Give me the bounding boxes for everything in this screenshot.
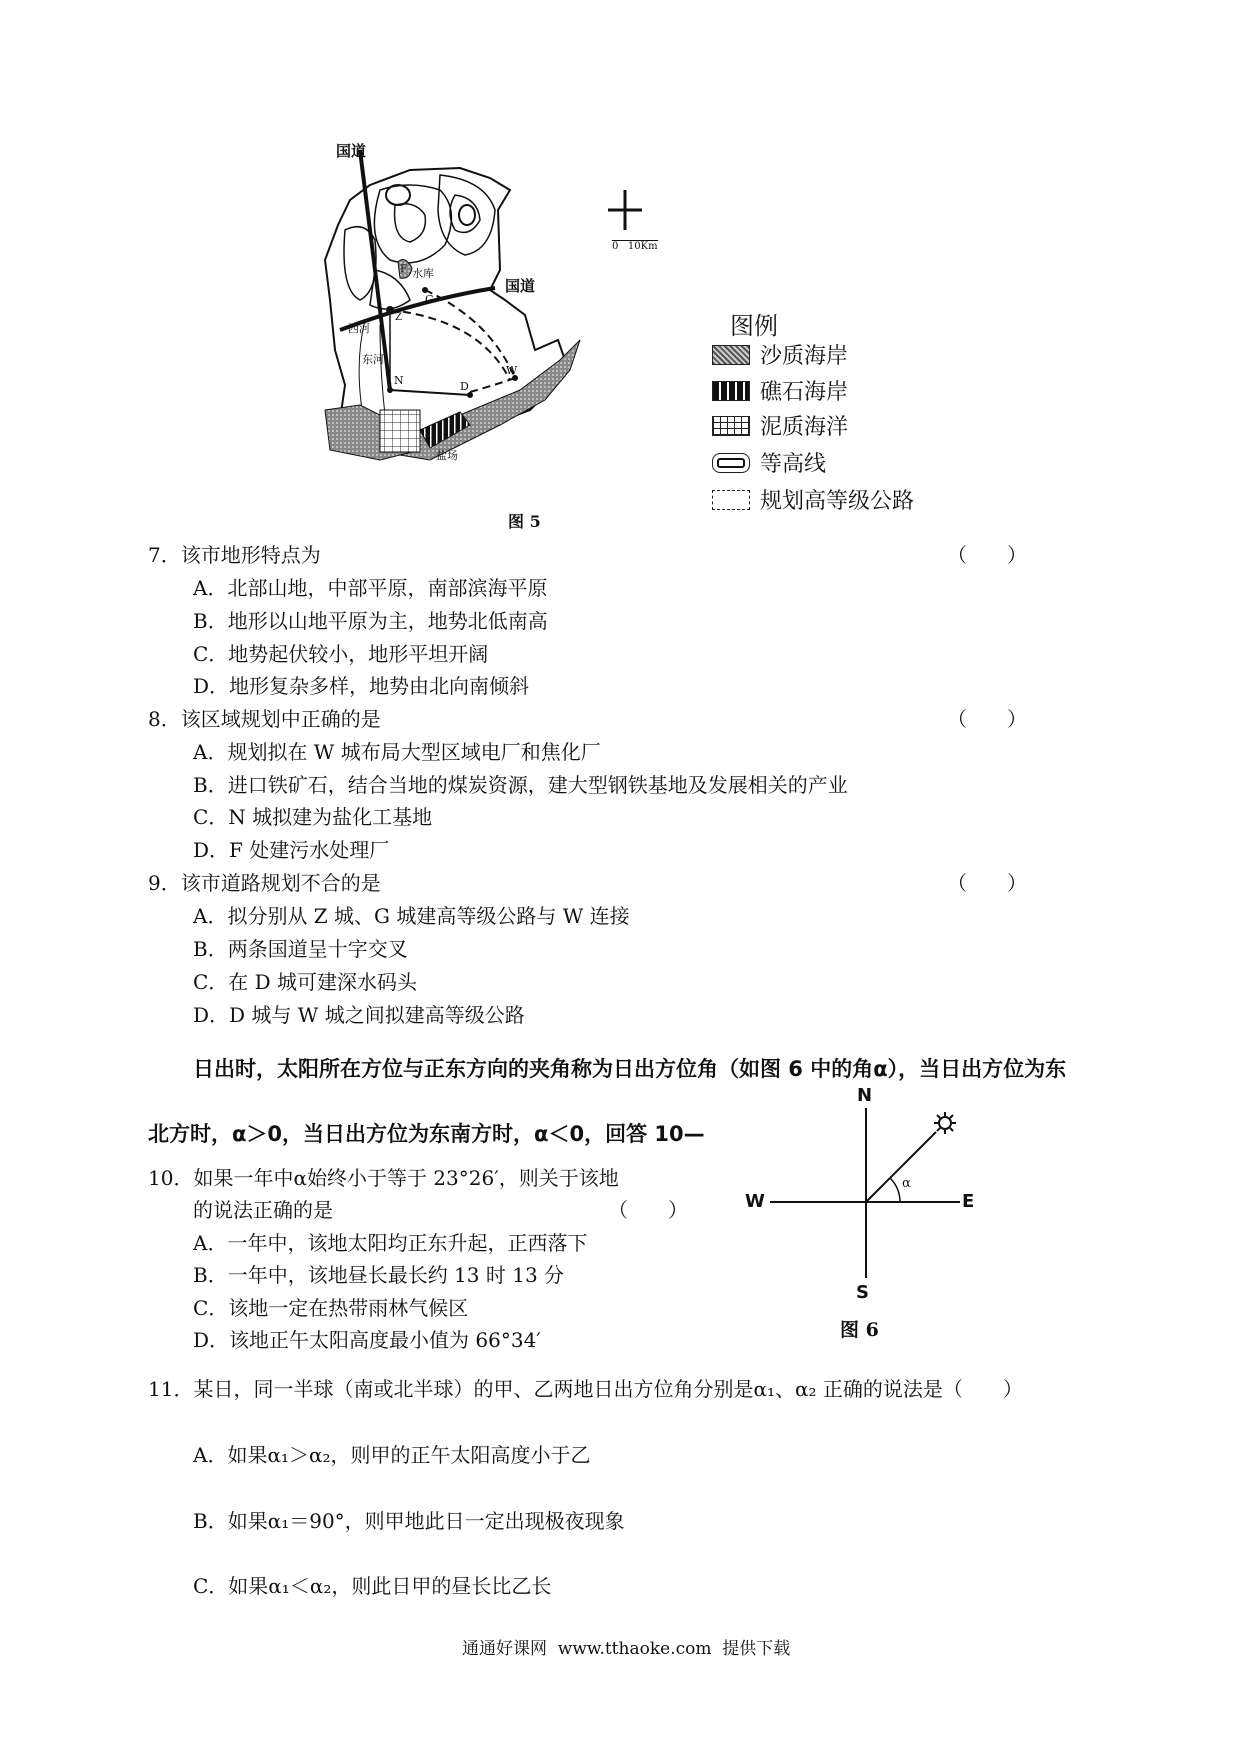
intro-paragraph-line-2: 北方时，α＞0，当日出方位为东南方时，α＜0，回答 10— <box>148 1122 705 1146</box>
direction-N-label: N <box>857 1085 873 1106</box>
alpha-angle-label: α <box>902 1176 911 1191</box>
question-number: 7． <box>148 543 181 567</box>
question-text: 该市地形特点为 <box>180 543 321 567</box>
legend-item-sandy-coast <box>712 339 848 370</box>
question-11-option-b: B．如果α₁＝90°，则甲地此日一定出现极夜现象 <box>193 1509 625 1533</box>
legend-title: 图例 <box>730 312 778 340</box>
question-10-option-a: A．一年中，该地太阳均正东升起，正西落下 <box>193 1231 588 1255</box>
label-G: G <box>425 293 434 306</box>
figure-5-caption: 图 5 <box>508 512 541 531</box>
question-10-option-d: D．该地正午太阳高度最小值为 66°34′ <box>193 1328 541 1352</box>
azimuth-diagram <box>740 1090 1000 1350</box>
question-8-stem <box>148 709 381 729</box>
north-arrow-icon <box>600 188 650 238</box>
legend-item-muddy-sea <box>712 410 848 441</box>
question-text: 该市道路规划不合的是 <box>180 871 381 895</box>
question-9-option-c: C．在 D 城可建深水码头 <box>193 970 418 994</box>
label-highway-east: 国道 <box>505 277 536 295</box>
question-9-option-b: B．两条国道呈十字交叉 <box>193 937 408 961</box>
question-10-answer-slot: （ ） <box>608 1198 688 1222</box>
question-9-option-a: A．拟分别从 Z 城、G 城建高等级公路与 W 连接 <box>193 904 630 928</box>
label-highway-north: 国道 <box>336 142 367 160</box>
direction-E-label: E <box>962 1191 975 1212</box>
legend-item-planned-highway <box>712 484 914 515</box>
label-saltfield: 盐场 <box>436 449 458 462</box>
label-N: N <box>394 374 404 387</box>
label-Z: Z <box>395 312 402 323</box>
question-9-answer-slot: （ ） <box>947 871 1027 895</box>
question-8-option-d: D．F 处建污水处理厂 <box>193 838 390 862</box>
direction-S-label: S <box>856 1282 869 1303</box>
question-8-option-a: A．规划拟在 W 城布局大型区域电厂和焦化厂 <box>193 740 601 764</box>
question-number: 9． <box>148 871 181 895</box>
question-text: 该区域规划中正确的是 <box>180 707 381 731</box>
legend-label: 礁石海岸 <box>760 380 849 405</box>
label-D: D <box>460 380 469 393</box>
question-9-stem <box>148 873 381 893</box>
question-11-stem: 11．某日，同一半球（南或北半球）的甲、乙两地日出方位角分别是α₁、α₂ 正确的说法是（ ） <box>148 1377 1023 1401</box>
question-7-option-b: B．地形以山地平原为主，地势北低南高 <box>193 609 548 633</box>
intro-paragraph-line-1: 日出时，太阳所在方位与正东方向的夹角称为日出方位角（如图 6 中的角α），当日出方位为东 <box>193 1057 1067 1081</box>
label-west-river: 西河 <box>348 322 370 335</box>
label-east-river: 东河 <box>362 353 384 366</box>
question-7-answer-slot: （ ） <box>947 543 1027 567</box>
legend-item-contour <box>712 447 826 478</box>
muddy-sea-swatch-icon <box>712 416 750 436</box>
reef-coast-swatch-icon <box>712 381 750 401</box>
question-7-stem <box>148 545 321 565</box>
label-reservoir: 水库 <box>412 267 434 280</box>
legend-label: 等高线 <box>760 452 827 477</box>
legend-item-reef-coast <box>712 375 848 406</box>
question-8-option-c: C．N 城拟建为盐化工基地 <box>193 805 433 829</box>
question-9-option-d: D．D 城与 W 城之间拟建高等级公路 <box>193 1003 525 1027</box>
sandy-coast-swatch-icon <box>712 345 750 365</box>
figure-6-caption: 图 6 <box>840 1319 879 1341</box>
question-7-option-a: A．北部山地，中部平原，南部滨海平原 <box>193 576 548 600</box>
question-10-stem-line-2: 的说法正确的是 <box>193 1198 333 1222</box>
question-10-option-c: C．该地一定在热带雨林气候区 <box>193 1296 469 1320</box>
legend-label: 泥质海洋 <box>760 415 849 440</box>
legend-label: 规划高等级公路 <box>760 489 915 514</box>
direction-W-label: W <box>745 1191 765 1212</box>
scale-bar-label: 0 10Km <box>612 241 658 252</box>
label-F: F <box>400 264 407 275</box>
question-7-option-c: C．地势起伏较小，地形平坦开阔 <box>193 642 489 666</box>
label-W: W <box>506 364 518 377</box>
question-8-option-b: B．进口铁矿石，结合当地的煤炭资源，建大型钢铁基地及发展相关的产业 <box>193 773 848 797</box>
legend-label: 沙质海岸 <box>760 344 849 369</box>
planned-highway-swatch-icon <box>712 490 750 510</box>
question-11-option-c: C．如果α₁＜α₂，则此日甲的昼长比乙长 <box>193 1574 552 1598</box>
figure-6-diagram <box>740 1085 1000 1350</box>
page-footer: 通通好课网 www.tthaoke.com 提供下载 <box>462 1639 791 1659</box>
question-10-stem-line-1: 10．如果一年中α始终小于等于 23°26′，则关于该地 <box>148 1166 619 1190</box>
question-10-option-b: B．一年中，该地昼长最长约 13 时 13 分 <box>193 1263 565 1287</box>
question-8-answer-slot: （ ） <box>947 707 1027 731</box>
question-number: 8． <box>148 707 181 731</box>
question-7-option-d: D．地形复杂多样，地势由北向南倾斜 <box>193 674 530 698</box>
contour-swatch-icon <box>712 453 750 473</box>
question-11-option-a: A．如果α₁＞α₂，则甲的正午太阳高度小于乙 <box>193 1443 591 1467</box>
